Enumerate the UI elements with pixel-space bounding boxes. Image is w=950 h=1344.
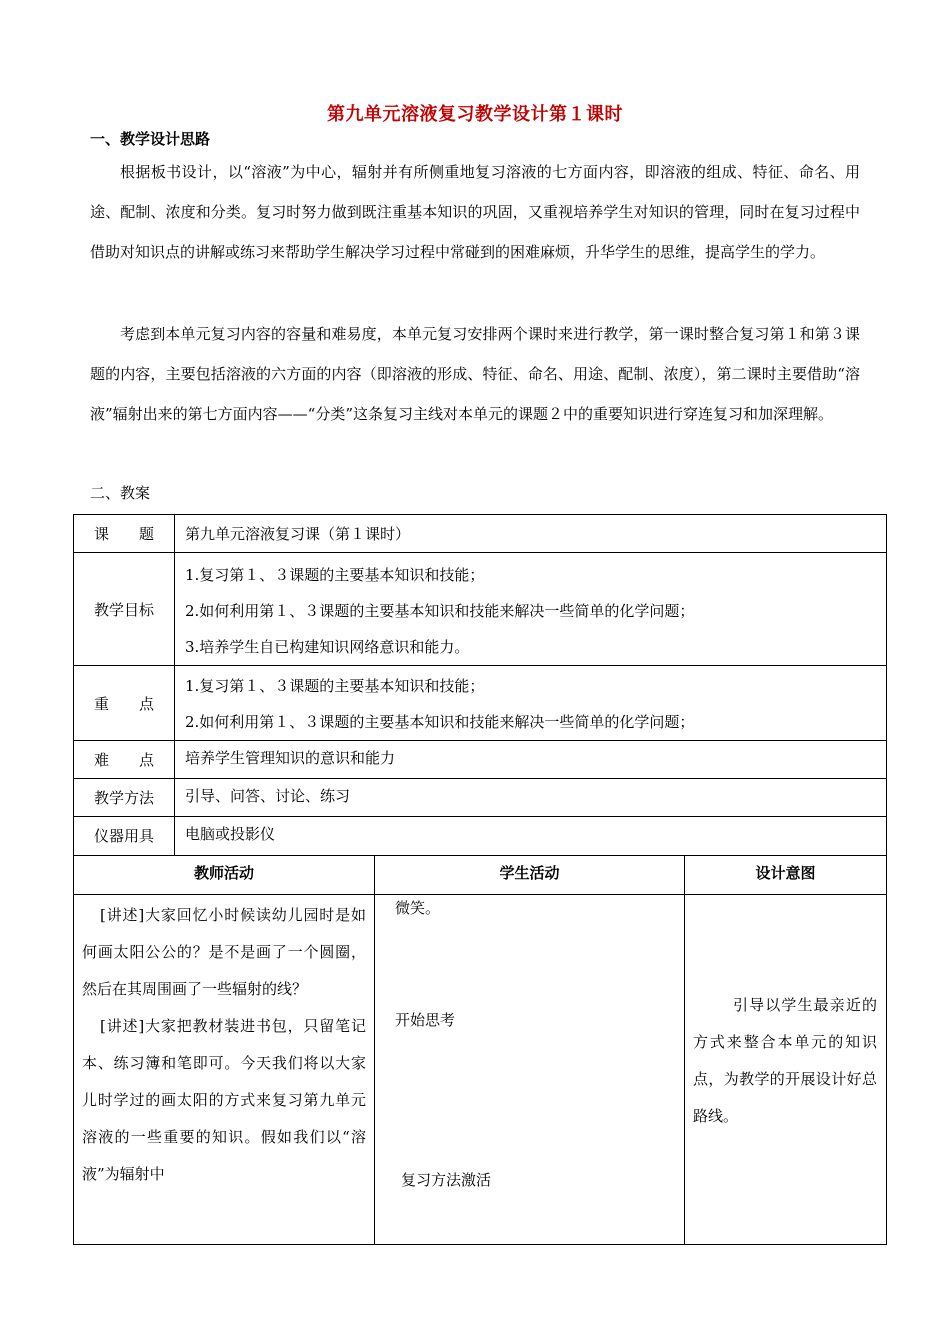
key-point-item: 1.复习第１、３课题的主要基本知识和技能； <box>185 677 485 695</box>
header-teacher-activity: 教师活动 <box>74 856 375 895</box>
teacher-activity-cell <box>74 895 375 1245</box>
method-label: 教学方法 <box>74 779 175 817</box>
lesson-plan-table <box>73 514 887 1245</box>
document-title: 第九单元溶液复习教学设计第１课时 <box>327 104 623 125</box>
student-activity-cell <box>375 895 685 1245</box>
student-activity-item: 复习方法激活 <box>401 1171 492 1189</box>
method-value: 引导、问答、讨论、练习 <box>175 779 887 817</box>
header-student-activity: 学生活动 <box>375 856 685 895</box>
goal-item: 3.培养学生自已构建知识网络意识和能力。 <box>185 638 470 656</box>
row-tools <box>74 817 887 856</box>
tools-value: 电脑或投影仪 <box>175 817 887 856</box>
teacher-activity-paragraph: [讲述]大家回忆小时候读幼儿园时是如何画太阳公公的？是不是画了一个圆圈，然后在其周围画了一些辐射的线？ <box>82 906 366 998</box>
row-topic <box>74 515 887 553</box>
goal-item: 2.如何利用第１、３课题的主要基本知识和技能来解决一些简单的化学问题； <box>185 602 695 620</box>
topic-value: 第九单元溶液复习课（第１课时） <box>175 515 887 553</box>
row-goals <box>74 553 887 666</box>
goals-list <box>175 553 887 666</box>
student-activity-item: 微笑。 <box>395 899 441 917</box>
header-design-intent: 设计意图 <box>685 856 887 895</box>
goal-item: 1.复习第１、３课题的主要基本知识和技能； <box>185 566 485 584</box>
goals-label: 教学目标 <box>74 553 175 666</box>
teacher-activity-paragraph: [讲述]大家把教材装进书包，只留笔记本、练习簿和笔即可。今天我们将以大家儿时学过的画太阳的方式来复习第九单元溶液的一些重要的知识。假如我们以“溶液”为辐射中 <box>82 1017 366 1183</box>
row-key-points <box>74 666 887 741</box>
key-points-label: 重 点 <box>74 666 175 741</box>
design-paragraph-1: 根据板书设计，以“溶液”为中心，辐射并有所侧重地复习溶液的七方面内容，即溶液的组成、特征、命名、用途、配制、浓度和分类。复习时努力做到既注重基本知识的巩固，又重视培养学生对知识的管理，同时在复习过程中借助对知识点的讲解或练习来帮助学生解决学习过程中常碰到的困难麻烦，升华学生的思维，提高学生的学力。 <box>90 163 860 261</box>
section-heading-lesson-plan: 二、教案 <box>90 484 151 502</box>
activity-header-row <box>74 856 887 895</box>
section-heading-design: 一、教学设计思路 <box>90 130 211 148</box>
topic-label: 课 题 <box>74 515 175 553</box>
design-paragraph-2: 考虑到本单元复习内容的容量和难易度，本单元复习安排两个课时来进行教学，第一课时整合复习第１和第３课题的内容，主要包括溶液的六方面的内容（即溶液的形成、特征、命名、用途、配制、浓度），第二课时主要借助“溶液”辐射出来的第七方面内容——“分类”这条复习主线对本单元的课题２中的重要知识进行穿连复习和加深理解。 <box>90 325 860 423</box>
student-activity-item: 开始思考 <box>395 1011 456 1029</box>
difficulty-label: 难 点 <box>74 741 175 779</box>
row-difficulty <box>74 741 887 779</box>
difficulty-value: 培养学生管理知识的意识和能力 <box>175 741 887 779</box>
design-intent-cell <box>685 895 887 1245</box>
key-point-item: 2.如何利用第１、３课题的主要基本知识和技能来解决一些简单的化学问题； <box>185 713 695 731</box>
row-method <box>74 779 887 817</box>
tools-label: 仪器用具 <box>74 817 175 856</box>
key-points-list <box>175 666 887 741</box>
design-intent-text: 引导以学生最亲近的方式来整合本单元的知识点，为教学的开展设计好总路线。 <box>693 996 877 1125</box>
activity-row <box>74 895 887 1245</box>
